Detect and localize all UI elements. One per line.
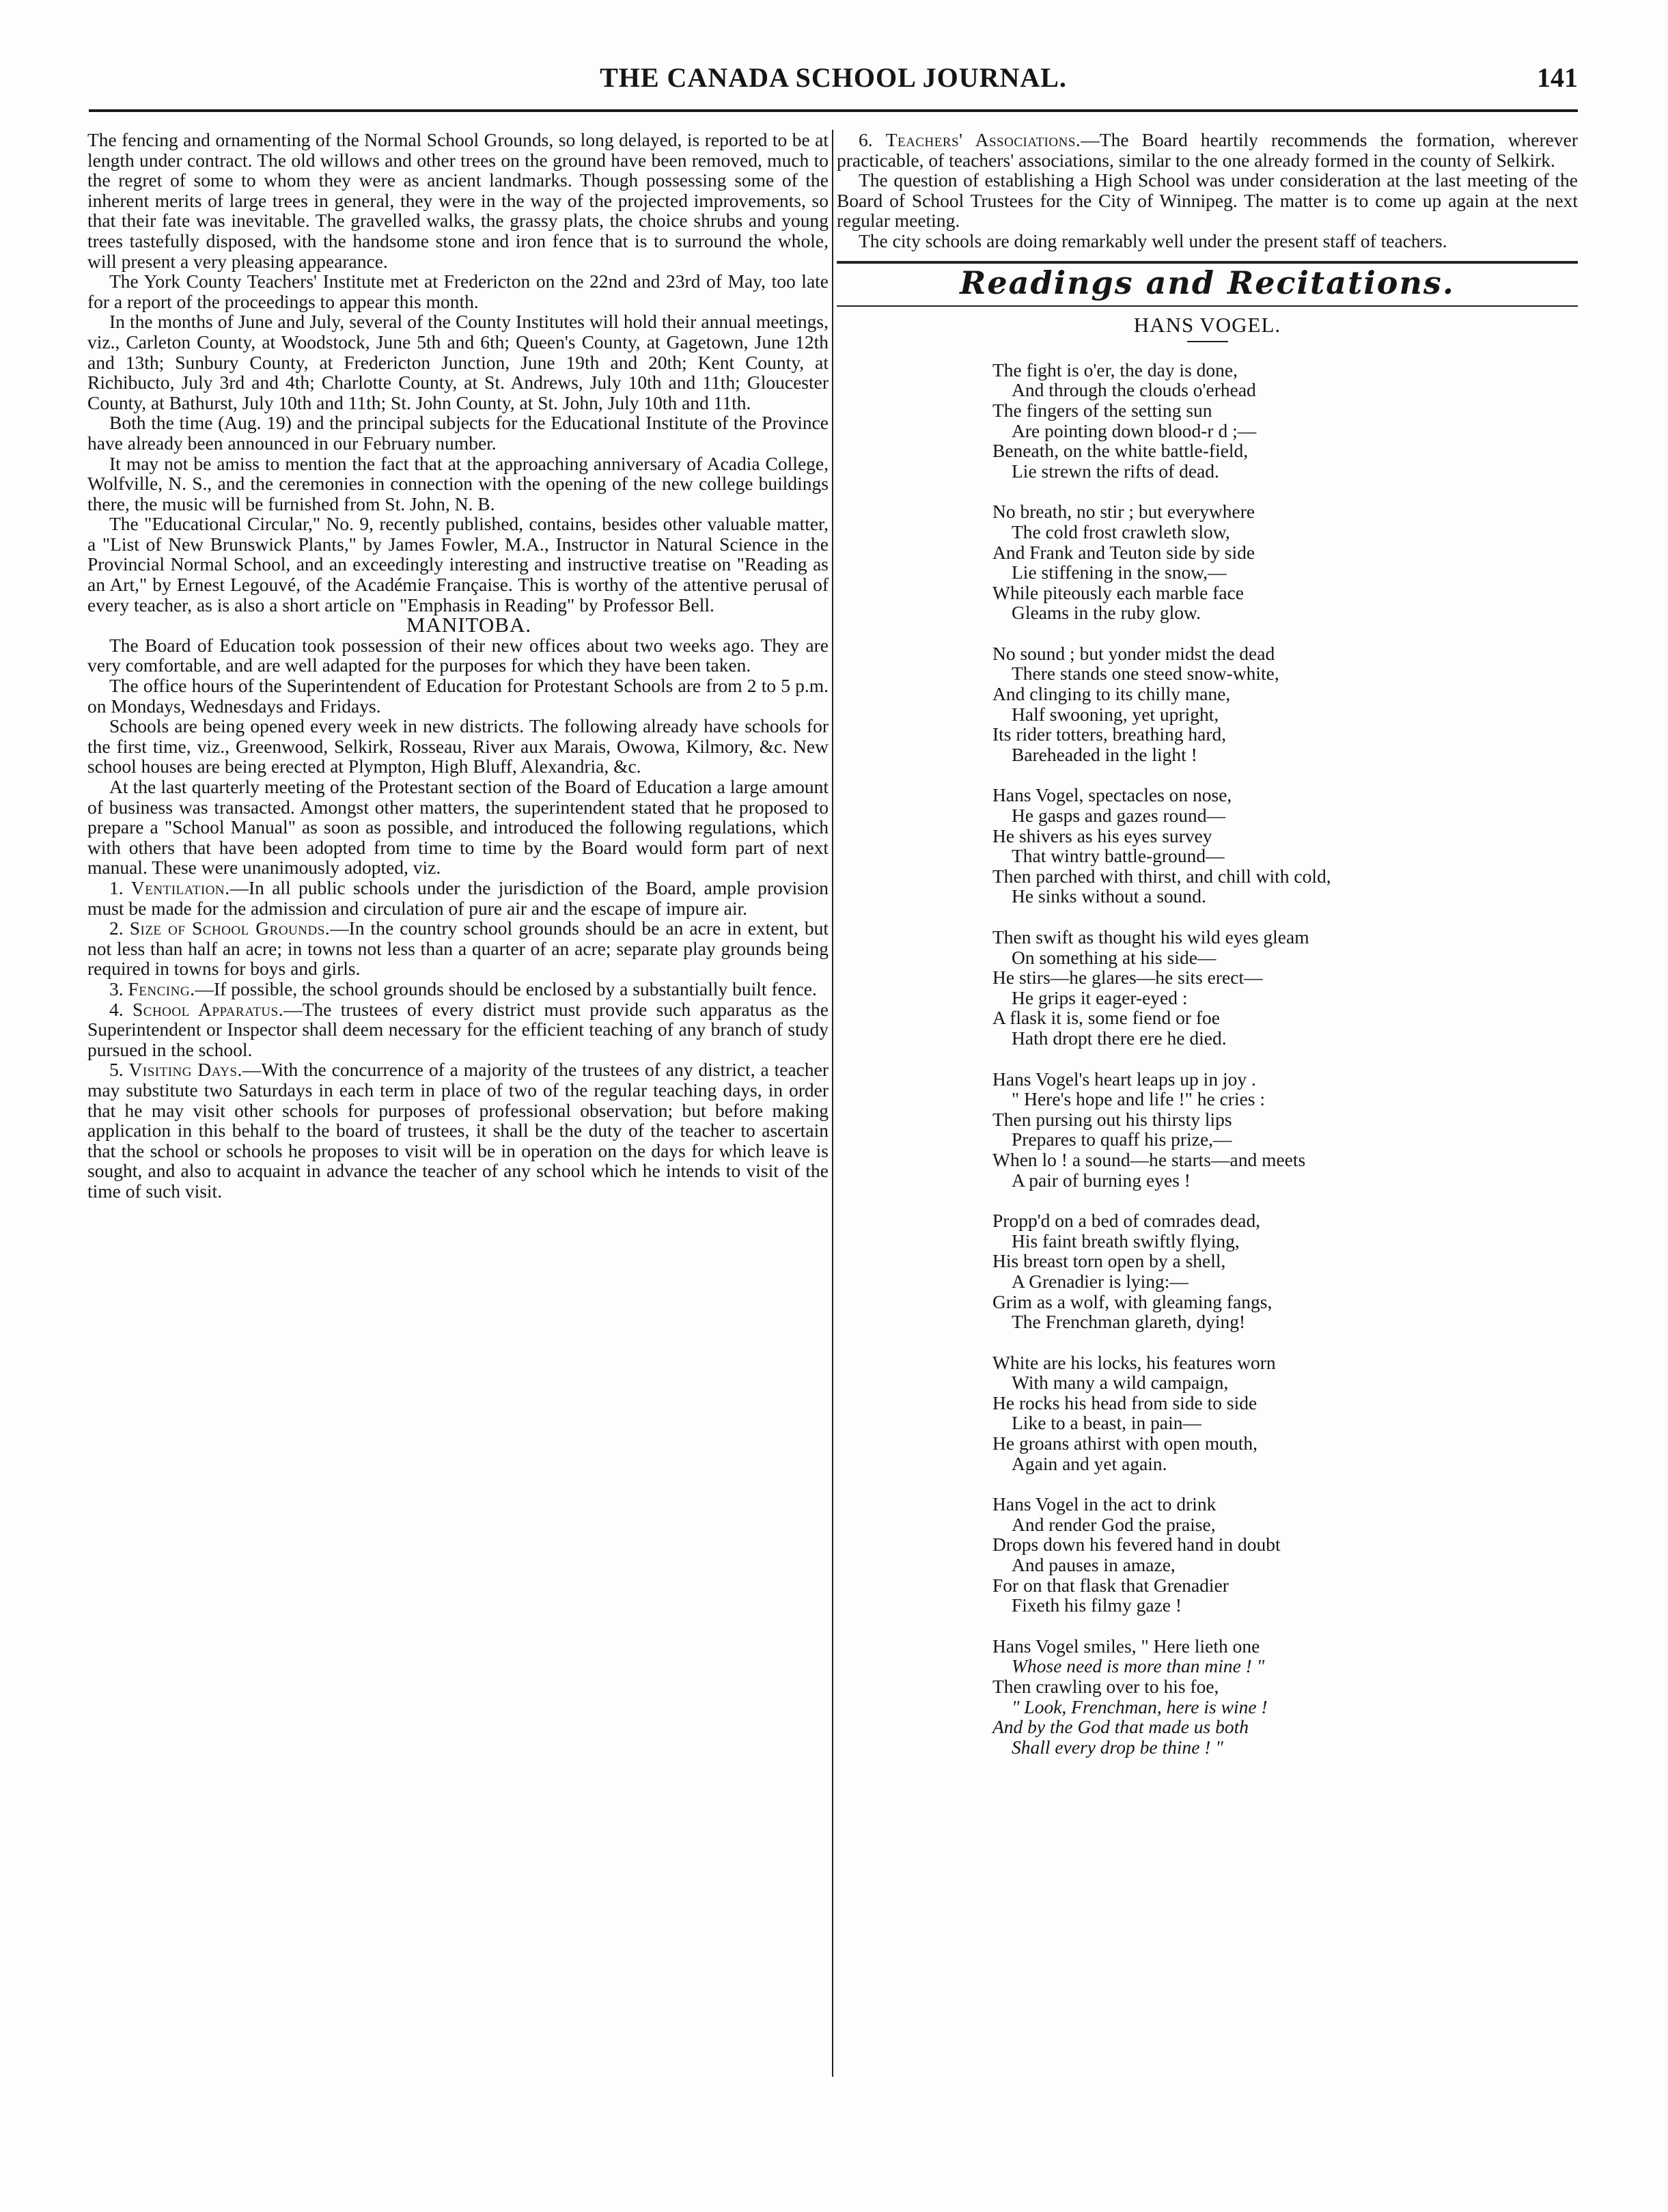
poem-line: Lie stiffening in the snow,— (1012, 562, 1227, 583)
header-rule (89, 109, 1578, 112)
left-column (87, 130, 829, 1201)
poem-line: Hath dropt there ere he died. (1012, 1027, 1227, 1049)
regulation-school-grounds (87, 918, 829, 979)
poem-line: Hans Vogel in the act to drink (992, 1493, 1217, 1515)
poem-line: Hans Vogel smiles, " Here lieth one (992, 1635, 1260, 1657)
poem-line: When lo ! a sound—he starts—and meets (992, 1148, 1306, 1170)
poem-line: The fingers of the setting sun (992, 399, 1212, 421)
poem-line: For on that flask that Grenadier (992, 1574, 1229, 1596)
poem-line: He sinks without a sound. (1012, 885, 1206, 907)
regulation-text: —The trustees of every district must provide such apparatus as the Superintendent or Inspector shall deem necessary for the efficient teaching of any branch of study pursued in the school. (87, 998, 829, 1060)
paragraph-high-school: The question of establishing a High School was under consideration at the last meeting of the Board of School Trustees for the City of Winnipeg. The matter is to come up again at the next regular meeting. (837, 169, 1578, 232)
poem-stanza (992, 785, 1578, 907)
poem-line: Like to a beast, in pain— (1012, 1412, 1201, 1434)
regulation-title: Ventilation. (130, 876, 230, 898)
regulation-number: 1. (109, 876, 124, 898)
poem-line: Then parched with thirst, and chill with cold, (992, 865, 1331, 887)
poem-line: He shivers as his eyes survey (992, 825, 1212, 846)
journal-title: THE CANADA SCHOOL JOURNAL. (600, 62, 1067, 93)
regulation-text: —The Board heartily recommends the formation, wherever practicable, of teachers' associations, similar to the one already formed in the county of Selkirk. (837, 129, 1578, 171)
poem-line: Hans Vogel's heart leaps up in joy . (992, 1068, 1256, 1090)
poem-line: And clinging to its chilly mane, (992, 683, 1231, 705)
poem-line: The cold frost crawleth slow, (1012, 521, 1230, 542)
paragraph-educational-circular: The "Educational Circular," No. 9, recently published, contains, besides other valuable matter, a "List of New Brunswick Plants," by James Fowler, M.A., Instructor in Natural Science in the Provincial Normal School, and an exceedingly interesting and instructive treatise on "Reading as an Art," by Ernest Legouvé, of the Académie Française. This is worthy of the attentive perusal of every teacher, as is also a short article on "Emphasis in Reading" by Professor Bell. (87, 513, 829, 616)
regulation-number: 6. (859, 129, 873, 150)
paragraph-quarterly-meeting: At the last quarterly meeting of the Protestant section of the Board of Education a large amount of business was transacted. Amongst other matters, the superintendent stated that he proposed to prepare a "School Manual" as soon as possible, and introduced the following regulations, which with others that have been adopted from time to time by the Board would form part of next manual. These were unanimously adopted, viz. (87, 776, 829, 879)
poem-line: Beneath, on the white battle-field, (992, 440, 1249, 462)
poem-line: Drops down his fevered hand in doubt (992, 1534, 1281, 1556)
paragraph-new-schools: Schools are being opened every week in new districts. The following already have schools for the first time, viz., Greenwood, Selkirk, Rosseau, River aux Marais, Owowa, Kilmory, &c. New school houses are being erected at Plympton, High Bluff, Alexandria, &c. (87, 715, 829, 777)
poem-line: Half swooning, yet upright, (1012, 703, 1219, 725)
poem-line: While piteously each marble face (992, 581, 1245, 603)
poem-line: And by the God that made us both (992, 1716, 1249, 1738)
regulation-school-apparatus (87, 999, 829, 1060)
poem-line: Then crawling over to his foe, (992, 1676, 1219, 1697)
poem-title-rule (1187, 341, 1228, 342)
regulation-title: Teachers' Associations. (885, 129, 1081, 150)
regulation-title: School Apparatus. (132, 998, 284, 1020)
poem-line: He groans athirst with open mouth, (992, 1433, 1257, 1454)
section-rule-bottom (837, 305, 1578, 307)
regulation-number: 3. (109, 978, 124, 999)
poem-stanza (992, 1353, 1578, 1474)
poem-stanza (992, 1069, 1578, 1191)
poem-line: Are pointing down blood-r d ;— (1012, 419, 1257, 441)
poem-line: And Frank and Teuton side by side (992, 541, 1255, 563)
poem-line: He gasps and gazes round— (1012, 805, 1226, 827)
poem-line: No breath, no stir ; but everywhere (992, 501, 1255, 523)
paragraph-york-institute: The York County Teachers' Institute met at Fredericton on the 22nd and 23rd of May, too late for a report of the proceedings to appear this month. (87, 271, 829, 312)
regulation-number: 2. (109, 917, 124, 939)
poem-line: And pauses in amaze, (1012, 1554, 1176, 1576)
poem-line: His breast torn open by a shell, (992, 1250, 1226, 1272)
poem-line: Then swift as thought his wild eyes gleam (992, 926, 1309, 948)
poem-line: The fight is o'er, the day is done, (992, 359, 1238, 381)
poem-line: On something at his side— (1012, 946, 1217, 968)
column-divider (832, 130, 833, 2077)
poem-line: He stirs—he glares—he sits erect— (992, 967, 1263, 989)
paragraph-acadia-college: It may not be amiss to mention the fact that at the approaching anniversary of Acadia College, Wolfville, N. S., and the ceremonies in connection with the opening of the new college buildings there, the music will be furnished from St. John, N. B. (87, 452, 829, 514)
poem-stanza (992, 644, 1578, 765)
regulation-title: Fencing. (128, 978, 195, 999)
regulation-ventilation (87, 878, 829, 918)
regulation-teachers-associations (837, 130, 1578, 170)
poem-line: Fixeth his filmy gaze ! (1012, 1594, 1182, 1616)
poem-line: There stands one steed snow-white, (1012, 663, 1279, 685)
regulation-text: —With the concurrence of a majority of the trustees of any district, a teacher may substitute two Saturdays in each term in place of two of the regular teaching days, in order that he may visit other schools for purposes of professional observation; but before making application in this behalf to the board of trustees, it shall be the duty of the teacher to ascertain that the school or schools he proposes to visit will be in operation on the days for which leave is sought, and also to acquaint in advance the teacher of any school which he intends to visit of the time of such visit. (87, 1059, 829, 1202)
poem-line: Lie strewn the rifts of dead. (1012, 460, 1219, 482)
poem-line: He rocks his head from side to side (992, 1392, 1257, 1413)
poem-line: White are his locks, his features worn (992, 1351, 1276, 1373)
regulation-number: 4. (109, 998, 124, 1020)
poem-line: Its rider totters, breathing hard, (992, 723, 1227, 745)
paragraph-educational-institute: Both the time (Aug. 19) and the principal subjects for the Educational Institute of the Province have already been announced in our February number. (87, 412, 829, 454)
poem-line: Again and yet again. (1012, 1452, 1167, 1474)
poem-line: Then pursing out his thirsty lips (992, 1108, 1232, 1130)
poem-line: A Grenadier is lying:— (1012, 1270, 1189, 1292)
paragraph-city-schools: The city schools are doing remarkably well under the present staff of teachers. (859, 230, 1447, 251)
poem-stanza (992, 360, 1578, 482)
poem-line: His faint breath swiftly flying, (1012, 1230, 1240, 1252)
manitoba-heading: MANITOBA. (406, 613, 532, 637)
poem-stanza (992, 1211, 1578, 1332)
poem-stanza (992, 1636, 1578, 1758)
poem-body (992, 360, 1578, 1758)
page-number: 141 (1537, 62, 1578, 93)
poem-line: That wintry battle-ground— (1012, 845, 1225, 867)
poem-line: " Here's hope and life !" he cries : (1012, 1088, 1266, 1110)
poem-stanza (992, 1494, 1578, 1616)
poem-line: And render God the praise, (1012, 1513, 1216, 1535)
poem-line: Whose need is more than mine ! " (1012, 1655, 1265, 1677)
poem-title: HANS VOGEL. (1133, 313, 1281, 337)
section-title: Readings and Recitations. (960, 264, 1455, 301)
paragraph-office-hours: The office hours of the Superintendent of Education for Protestant Schools are from 2 to 5 p.m. on Mondays, Wednesdays and Fridays. (87, 675, 829, 717)
poem-stanza (992, 927, 1578, 1049)
poem-line: Bareheaded in the light ! (1012, 743, 1197, 765)
paragraph-county-institutes: In the months of June and July, several of the County Institutes will hold their annual meetings, viz., Carleton County, at Woodstock, June 5th and 6th; Queen's County, at Gagetown, June 12th and 13th; Sunbury County, at Fredericton Junction, June 19th and 20th; Kent County, at Richibucto, July 3rd and 4th; Charlotte County, at St. Andrews, July 10th and 11th; Gloucester County, at Bathurst, July 10th and 11th; St. John County, at St. John, July 10th and 11th. (87, 311, 829, 413)
regulation-visiting-days (87, 1060, 829, 1201)
poem-line: Gleams in the ruby glow. (1012, 602, 1201, 624)
regulation-fencing (87, 979, 829, 999)
poem-stanza (992, 501, 1578, 623)
poem-line: No sound ; but yonder midst the dead (992, 642, 1275, 664)
poem-line: Shall every drop be thine ! " (1012, 1736, 1223, 1758)
right-column (837, 130, 1578, 1778)
poem-line: Grim as a wolf, with gleaming fangs, (992, 1290, 1273, 1312)
poem-line: The Frenchman glareth, dying! (1012, 1311, 1246, 1333)
poem-line: Propp'd on a bed of comrades dead, (992, 1210, 1261, 1232)
regulation-text: —If possible, the school grounds should be enclosed by a substantially built fence. (195, 978, 817, 999)
running-head (89, 61, 1578, 100)
poem-line: A pair of burning eyes ! (1012, 1169, 1191, 1191)
poem-line: And through the clouds o'erhead (1012, 379, 1256, 401)
regulation-text: —In the country school grounds should be an acre in extent, but not less than half an acre; in towns not less than a quarter of an acre; separate play grounds being required in towns for boys and girls. (87, 917, 829, 980)
poem-line: He grips it eager-eyed : (1012, 986, 1188, 1008)
regulation-title: Visiting Days. (128, 1059, 242, 1081)
paragraph-normal-school-grounds: The fencing and ornamenting of the Normal School Grounds, so long delayed, is reported to be at length under contract. The old willows and other trees on the ground have been removed, much to the regret of some to whom they were as ancient landmarks. Though possessing some of the inherent merits of large trees in general, they were in the way of the projected improvements, so that their fate was inevitable. The gravelled walks, the grassy plats, the choice shrubs and young trees tastefully disposed, with the handsome stone and iron fence that is to surround the whole, will present a very pleasing appearance. (87, 129, 829, 272)
poem-line: A flask it is, some fiend or foe (992, 1007, 1220, 1029)
poem-line: With many a wild campaign, (1012, 1372, 1229, 1394)
regulation-number: 5. (109, 1059, 124, 1081)
poem-line: " Look, Frenchman, here is wine ! (1012, 1696, 1268, 1717)
paragraph-board-offices: The Board of Education took possession of their new offices about two weeks ago. They are very comfortable, and are well adapted for the purposes for which they have been taken. (87, 634, 829, 676)
regulation-title: Size of School Grounds. (129, 917, 331, 939)
regulation-text: —In all public schools under the jurisdiction of the Board, ample provision must be made for the admission and circulation of pure air and the escape of impure air. (87, 876, 829, 919)
poem-line: Prepares to quaff his prize,— (1012, 1129, 1232, 1150)
poem-line: Hans Vogel, spectacles on nose, (992, 784, 1232, 806)
